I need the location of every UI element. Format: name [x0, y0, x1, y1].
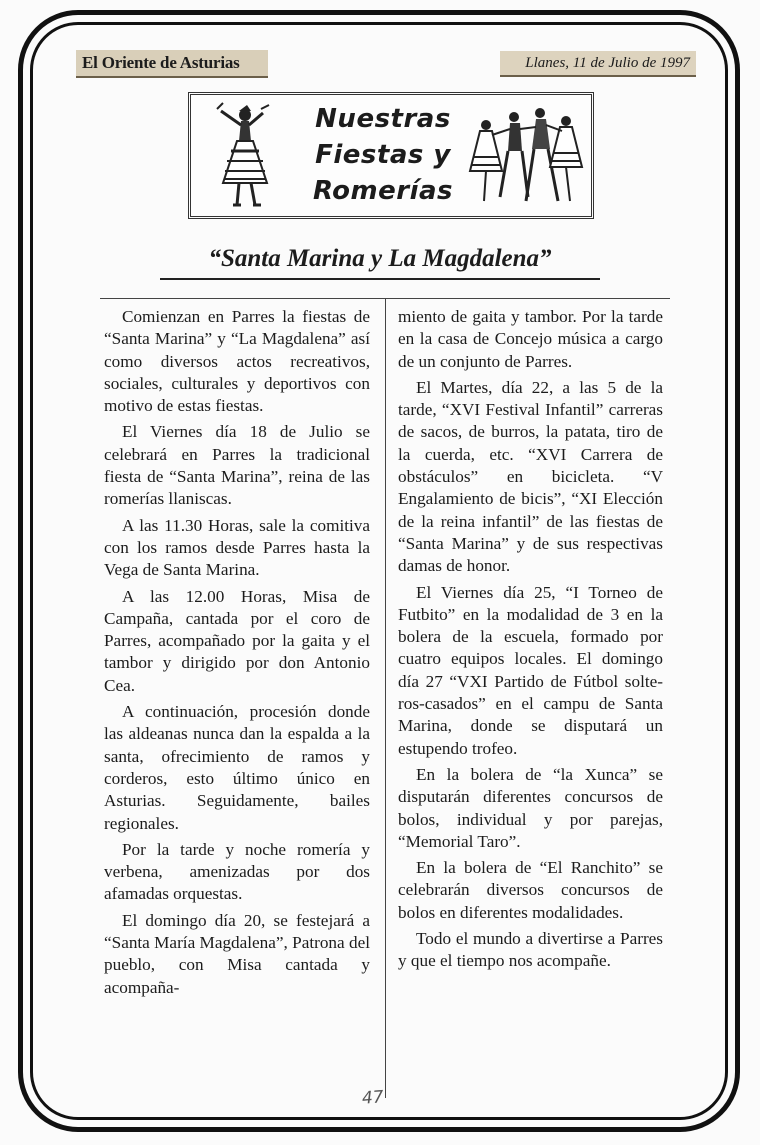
article-paragraph: El Martes, día 22, a las 5 de la tarde, “XVI Festival Infantil” carreras de sacos, de burros, la patata, tiro de la cuerda, etc. “XVI Carrera de obstáculos” en bicicleta. “V Engalamiento de bicis”, “XI Elección de la reina infantil” de las fiestas de “Santa Marina” y de sus respectivas damas de honor.: [398, 377, 663, 576]
article-paragraph: El Viernes día 25, “I Torneo de Futbito” en la modalidad de 3 en la bolera de la escuela, formado por cuatro equipos locales. El domingo día 27 “VXI Partido de Fútbol solteros-casados” en el campu de Santa Marina, donde se disputará un estupendo trofeo.: [398, 582, 663, 758]
article-paragraph: El domingo día 20, se festejará a “Santa María Magdalena”, Patrona del pueblo, con Misa cantada y acompaña-: [104, 910, 370, 997]
column-divider: [385, 298, 386, 1098]
section-banner: [188, 92, 594, 219]
banner-title-line: Fiestas y: [315, 140, 451, 170]
dancer-illustration-left: [211, 101, 281, 213]
article-paragraph: En la bolera de “la Xunca” se disputarán diferentes concursos de bolos, individual y por parejas, “Memorial Taro”.: [398, 764, 663, 851]
banner-title-line: Nuestras: [315, 104, 451, 134]
headline-underline: [160, 278, 600, 280]
handwritten-page-number: 47: [361, 1087, 385, 1109]
publication-masthead: El Oriente de Asturias: [76, 50, 268, 78]
article-paragraph: El Viernes día 18 de Julio se celebrará en Parres la tradicional fiesta de “Santa Marina”, reina de las romerías llaniscas.: [104, 422, 370, 509]
banner-title-line: Romerías: [312, 176, 454, 206]
article-paragraph: Todo el mundo a divertirse a Parres y que el tiempo nos acompañe.: [398, 929, 663, 971]
dancers-illustration-right: [466, 101, 586, 213]
article-paragraph-continued: miento de gaita y tambor. Por la tarde en la casa de Concejo música a cargo de un conjunto de Parres.: [398, 307, 663, 371]
article-paragraph: A continuación, procesión donde las aldeanas nunca dan la espalda a la santa, ofrecimiento de ramos y corderos, esto último único en Asturias. Seguidamente, bailes regionales.: [104, 702, 370, 833]
article-column-right: [398, 306, 663, 977]
article-headline: “Santa Marina y La Magdalena”: [208, 245, 552, 272]
article-paragraph: Comienzan en Parres la fiestas de “Santa Marina” y “La Magdalena” así como diversos actos recreativos, sociales, culturales y deportivos con motivo de estas fiestas.: [104, 307, 370, 416]
dateline: Llanes, 11 de Julio de 1997: [500, 51, 696, 77]
article-paragraph: Por la tarde y noche romería y verbena, amenizadas por dos afamadas orquestas.: [104, 839, 370, 904]
article-paragraph: A las 11.30 Horas, sale la comitiva con los ramos desde Parres hasta la Vega de Santa Marina.: [104, 515, 370, 580]
banner-title: [283, 101, 483, 209]
article-column-left: [104, 306, 370, 1003]
article-paragraph: A las 12.00 Horas, Misa de Campaña, cantada por el coro de Parres, acompañado por la gaita y el tambor y dirigido por don Antonio Cea.: [104, 586, 370, 695]
article-paragraph: En la bolera de “El Ranchito” se celebrarán diversos concursos de bolos en diferentes modalidades.: [398, 858, 663, 922]
